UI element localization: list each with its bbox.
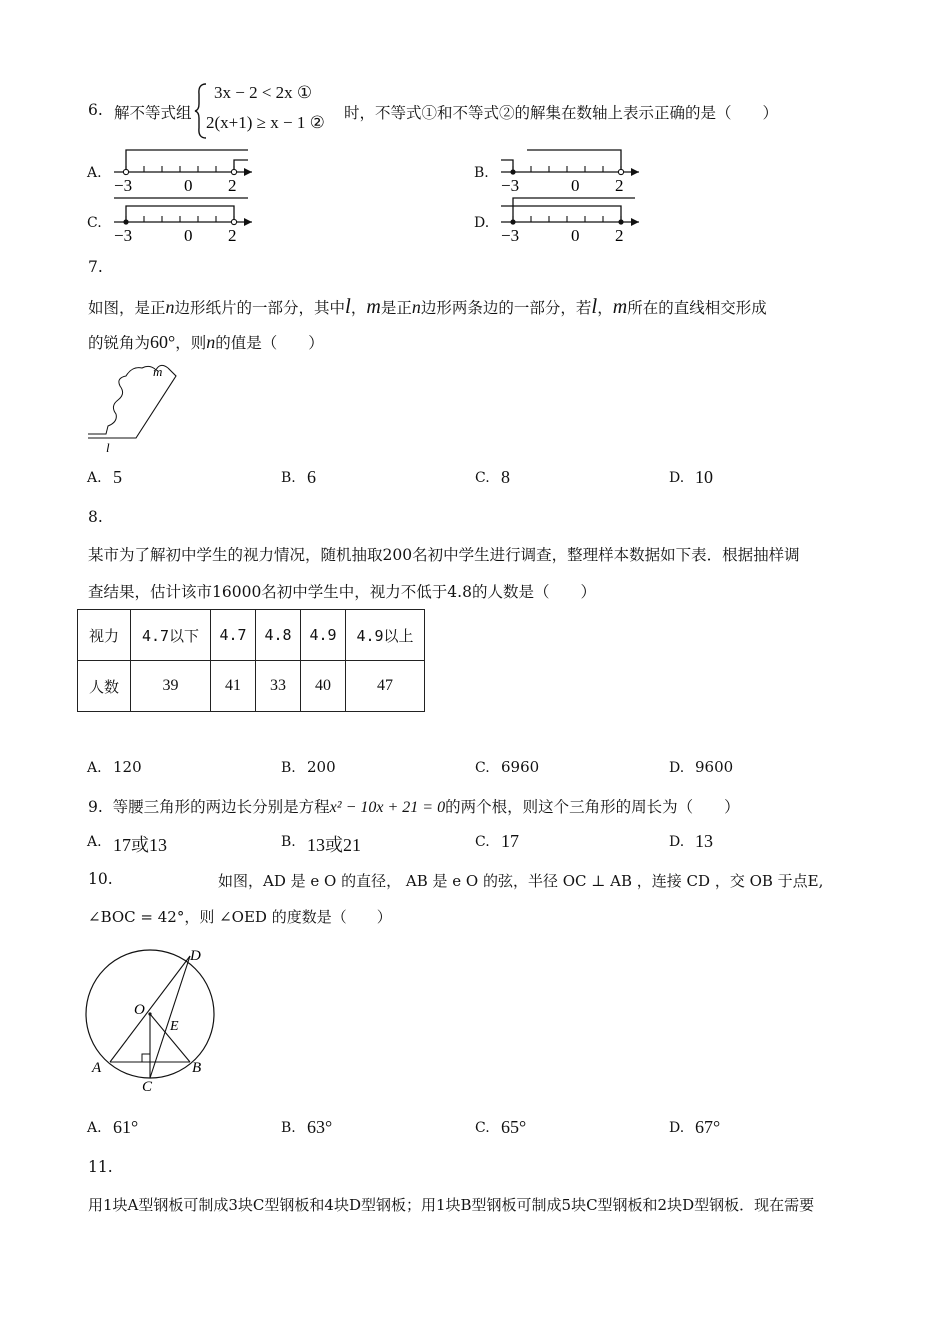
tick-label: 0 bbox=[571, 226, 580, 244]
q10-option-c-value: 65° bbox=[501, 1117, 527, 1137]
q10-line2: ∠BOC = 42°，则 ∠OED 的度数是（ ） bbox=[88, 908, 392, 926]
q6-question-text: 时，不等式①和不等式②的解集在数轴上表示正确的是（ ） bbox=[344, 104, 779, 122]
table-cell: 41 bbox=[211, 661, 256, 712]
q8-option-b-value: 200 bbox=[307, 758, 336, 776]
q6-number: 6. bbox=[88, 101, 103, 119]
q11-number: 11. bbox=[88, 1158, 113, 1176]
q6-option-c-label: C. bbox=[87, 215, 102, 231]
q9-option-b-label: B. bbox=[281, 834, 296, 850]
table-cell: 4.7 bbox=[211, 610, 256, 661]
q10-label-d: D bbox=[190, 948, 201, 964]
tick-label: −3 bbox=[114, 176, 133, 194]
q7-option-d-value: 10 bbox=[695, 467, 713, 487]
tick-label: 2 bbox=[228, 226, 237, 244]
q7-line1: 如图，是正n边形纸片的一部分，其中l，m是正n边形两条边的一部分，若l，m所在的直线相交形成 bbox=[88, 294, 767, 318]
q8-option-b-label: B. bbox=[281, 760, 296, 776]
q7-fig-label-l: l bbox=[106, 440, 110, 455]
q7-option-d-label: D. bbox=[669, 470, 685, 486]
q6-option-d-label: D. bbox=[474, 215, 490, 231]
q11-line1: 用1块A型钢板可制成3块C型钢板和4块D型钢板；用1块B型钢板可制成5块C型钢板和2块D型钢板．现在需要 bbox=[88, 1196, 815, 1214]
q7-option-a-value: 5 bbox=[113, 467, 122, 487]
q7-polygon-figure bbox=[84, 360, 184, 456]
q10-option-a-value: 61° bbox=[113, 1117, 139, 1137]
q10-option-b-value: 63° bbox=[307, 1117, 333, 1137]
table-cell: 人数 bbox=[78, 661, 131, 712]
q9-option-c-value: 17 bbox=[501, 831, 519, 851]
table-cell: 40 bbox=[301, 661, 346, 712]
q7-option-c-label: C. bbox=[475, 470, 490, 486]
q10-option-b-label: B. bbox=[281, 1120, 296, 1136]
q6-inequality-2: 2(x+1) ≥ x − 1 ② bbox=[206, 113, 325, 132]
q10-label-e: E bbox=[170, 1019, 179, 1034]
q6-inequality-1: 3x − 2 < 2x ① bbox=[214, 83, 313, 102]
q7-line2: 的锐角为60°，则n的值是（ ） bbox=[88, 332, 324, 352]
q8-vision-table bbox=[77, 609, 425, 712]
q6-option-a-label: A. bbox=[87, 165, 102, 181]
q6-numberline-a[interactable] bbox=[110, 144, 260, 194]
table-row bbox=[78, 661, 425, 712]
q7-option-c-value: 8 bbox=[501, 467, 510, 487]
q9-option-b-value: 13或21 bbox=[307, 835, 361, 855]
q10-option-d-value: 67° bbox=[695, 1117, 721, 1137]
q8-option-c-label: C. bbox=[475, 760, 490, 776]
tick-label: −3 bbox=[501, 226, 520, 244]
q10-line1: 如图，AD 是 e O 的直径， AB 是 e O 的弦，半径 OC ⊥ AB ，连接 CD ，交 OB 于点E, bbox=[218, 872, 824, 890]
q10-option-c-label: C. bbox=[475, 1120, 490, 1136]
q10-circle-figure bbox=[80, 944, 230, 1094]
q6-option-b-label: B. bbox=[474, 165, 489, 181]
q7-option-b-label: B. bbox=[281, 470, 296, 486]
table-header-row bbox=[78, 610, 425, 661]
table-cell: 39 bbox=[131, 661, 211, 712]
q9-option-d-label: D. bbox=[669, 834, 685, 850]
table-cell: 视力 bbox=[78, 610, 131, 661]
q8-option-d-label: D. bbox=[669, 760, 685, 776]
tick-label: 0 bbox=[571, 176, 580, 194]
q10-label-c: C bbox=[142, 1079, 153, 1094]
q6-numberline-b[interactable] bbox=[497, 144, 647, 194]
q10-label-o: O bbox=[134, 1002, 145, 1018]
q9-option-c-label: C. bbox=[475, 834, 490, 850]
q7-option-a-label: A. bbox=[87, 470, 102, 486]
q6-lead-text: 解不等式组 bbox=[114, 104, 192, 122]
q10-option-d-label: D. bbox=[669, 1120, 685, 1136]
tick-label: 2 bbox=[615, 176, 624, 194]
table-cell: 47 bbox=[346, 661, 425, 712]
q8-line2: 查结果，估计该市16000名初中学生中，视力不低于4.8的人数是（ ） bbox=[88, 583, 596, 601]
q8-option-a-value: 120 bbox=[113, 758, 142, 776]
q6-numberline-d[interactable] bbox=[497, 194, 647, 244]
q9-option-a-label: A. bbox=[87, 834, 102, 850]
q7-option-b-value: 6 bbox=[307, 467, 316, 487]
table-cell: 33 bbox=[256, 661, 301, 712]
q6-numberline-c[interactable] bbox=[110, 194, 260, 244]
q8-number: 8. bbox=[88, 508, 103, 526]
q10-number: 10. bbox=[88, 870, 113, 888]
tick-label: −3 bbox=[114, 226, 133, 244]
q8-option-d-value: 9600 bbox=[695, 758, 734, 776]
q10-option-a-label: A. bbox=[87, 1120, 102, 1136]
table-cell: 4.7以下 bbox=[131, 610, 211, 661]
tick-label: 0 bbox=[184, 176, 193, 194]
q8-line1: 某市为了解初中学生的视力情况，随机抽取200名初中学生进行调查，整理样本数据如下表．根据抽样调 bbox=[88, 546, 800, 564]
table-cell: 4.9 bbox=[301, 610, 346, 661]
q10-label-b: B bbox=[192, 1060, 202, 1076]
q8-option-c-value: 6960 bbox=[501, 758, 540, 776]
q7-number: 7. bbox=[88, 258, 103, 276]
table-cell: 4.8 bbox=[256, 610, 301, 661]
q7-fig-label-m: m bbox=[153, 364, 163, 379]
q8-option-a-label: A. bbox=[87, 760, 102, 776]
tick-label: 0 bbox=[184, 226, 193, 244]
q9-option-a-value: 17或13 bbox=[113, 835, 167, 855]
q10-label-a: A bbox=[92, 1060, 102, 1076]
tick-label: −3 bbox=[501, 176, 520, 194]
tick-label: 2 bbox=[615, 226, 624, 244]
table-cell: 4.9以上 bbox=[346, 610, 425, 661]
tick-label: 2 bbox=[228, 176, 237, 194]
q9-line: 9. 等腰三角形的两边长分别是方程x² − 10x + 21 = 0的两个根，则这个三角形的周长为（ ） bbox=[88, 798, 740, 816]
q9-option-d-value: 13 bbox=[695, 831, 713, 851]
